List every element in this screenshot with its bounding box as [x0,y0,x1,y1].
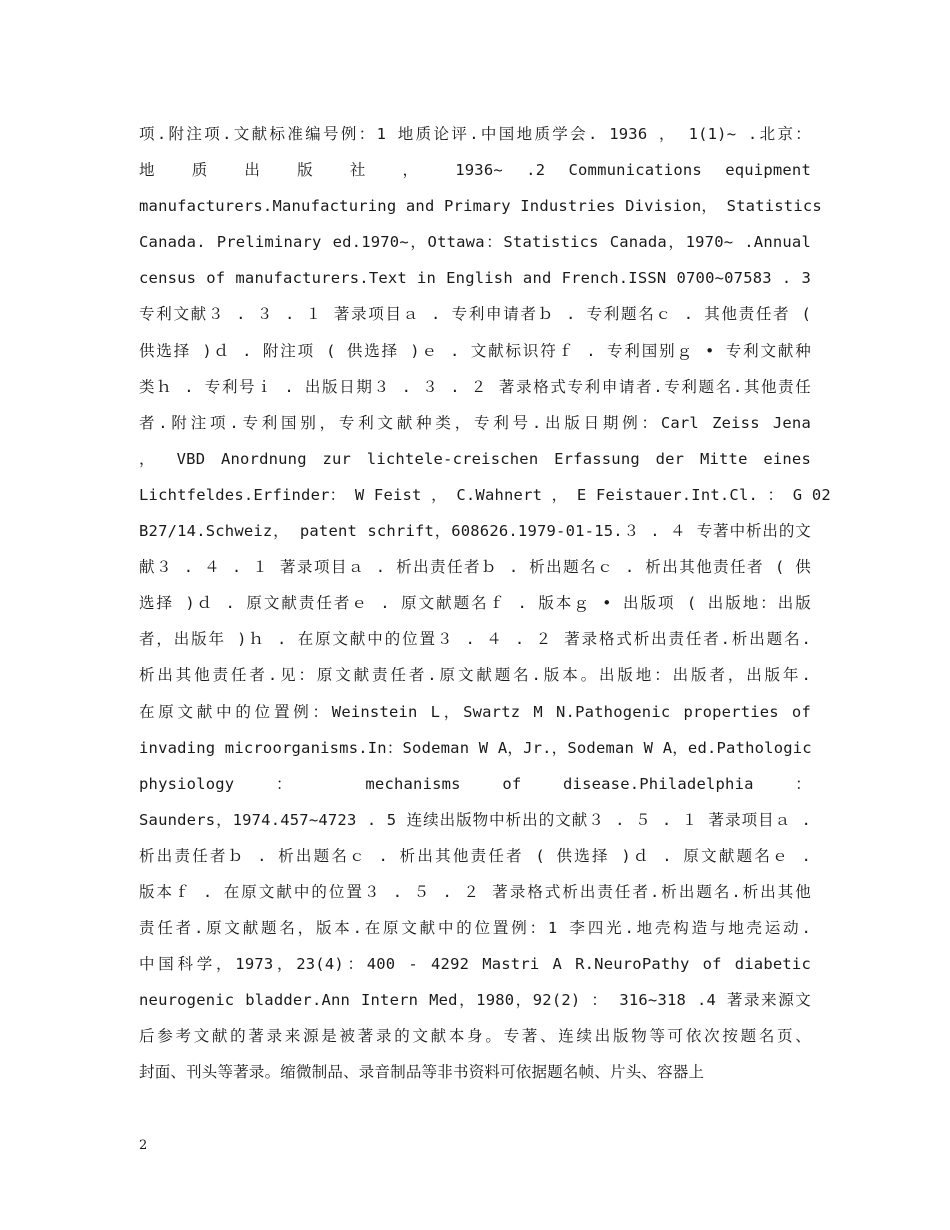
text-line: 类ｈ . 专利号ｉ . 出版日期３ . ３ . ２ 著录格式专利申请者.专利题名.其他责任 [139,377,811,396]
text-line: census of manufacturers.Text in English and French.ISSN 0700~07583 . 3 [139,269,811,288]
text-line: Saunders，1974.457~4723 . 5 连续出版物中析出的文献３ . ５ . １ 著录项目ａ . [139,810,811,829]
text-line: 选择 )ｄ . 原文献责任者ｅ . 原文献题名ｆ . 版本ｇ • 出版项 ( 出版地：出版 [139,594,811,613]
text-line: 后参考文献的著录来源是被著录的文献本身。专著、连续出版物等可依次按题名页、 [139,1027,811,1046]
text-line: Canada. Preliminary ed.1970~，Ottawa：Statistics Canada，1970~ .Annual [139,233,811,252]
text-line: 者.附注项.专利国别，专利文献种类，专利号.出版日期例：Carl Zeiss Jena [139,413,811,432]
text-line: B27/14.Schweiz， patent schrift，608626.1979-01-15.３ . ４ 专著中析出的文 [139,522,811,541]
text-line: 专利文献３ . ３ . １ 著录项目ａ . 专利申请者ｂ . 专利题名ｃ . 其他责任者 ( [139,305,811,324]
text-line: 供选择 )ｄ . 附注项 ( 供选择 )ｅ . 文献标识符ｆ . 专利国别ｇ • 专利文献种 [139,341,811,360]
text-line: 析出其他责任者.见：原文献责任者.原文献题名.版本。出版地：出版者，出版年. [139,666,811,685]
text-line: 地 质 出 版 社 ， 1936~ .2 Communications equipment [139,161,811,180]
text-line: 项.附注项.文献标准编号例：1 地质论评.中国地质学会. 1936 ， 1(1)~ .北京： [139,125,811,143]
text-line: manufacturers.Manufacturing and Primary Industries Division， Statistics [139,197,822,216]
text-line: 版本ｆ . 在原文献中的位置３ . ５ . ２ 著录格式析出责任者.析出题名.析出其他 [139,882,811,901]
text-line: 封面、刊头等著录。缩微制品、录音制品等非书资料可依据题名帧、片头、容器上 [139,1063,705,1082]
text-line: 析出责任者ｂ . 析出题名ｃ . 析出其他责任者 ( 供选择 )ｄ . 原文献题名ｅ . [139,846,811,865]
text-line: Lichtfeldes.Erfinder： W Feist ， C.Wahnert ， E Feistauer.Int.Cl. ： G 02 [139,485,831,504]
text-line: invading microorganisms.In：Sodeman W A，Jr.，Sodeman W A，ed.Pathologic [139,738,812,757]
text-line: 责任者.原文献题名，版本.在原文献中的位置例：1 李四光.地壳构造与地壳运动. [139,919,811,938]
body-text [139,116,831,1091]
text-line: 中国科学，1973，23(4)：400 - 4292 Mastri A R.NeuroPathy of diabetic [139,955,811,974]
text-line: physiology ： mechanisms of disease.Philadelphia ： [139,774,811,793]
text-line: ， VBD Anordnung zur lichtele-creischen Erfassung der Mitte eines [139,449,811,468]
text-line: 者，出版年 )ｈ . 在原文献中的位置３ . ４ . ２ 著录格式析出责任者.析出题名. [139,630,811,649]
text-line: 在原文献中的位置例：Weinstein L，Swartz M N.Pathogenic properties of [139,702,811,721]
page-number: 2 [139,1138,148,1153]
text-line: neurogenic bladder.Ann Intern Med，1980，92(2) ： 316~318 .4 著录来源文 [139,991,811,1010]
text-line: 献３ . ４ . １ 著录项目ａ . 析出责任者ｂ . 析出题名ｃ . 析出其他责任者 ( 供 [139,558,811,577]
